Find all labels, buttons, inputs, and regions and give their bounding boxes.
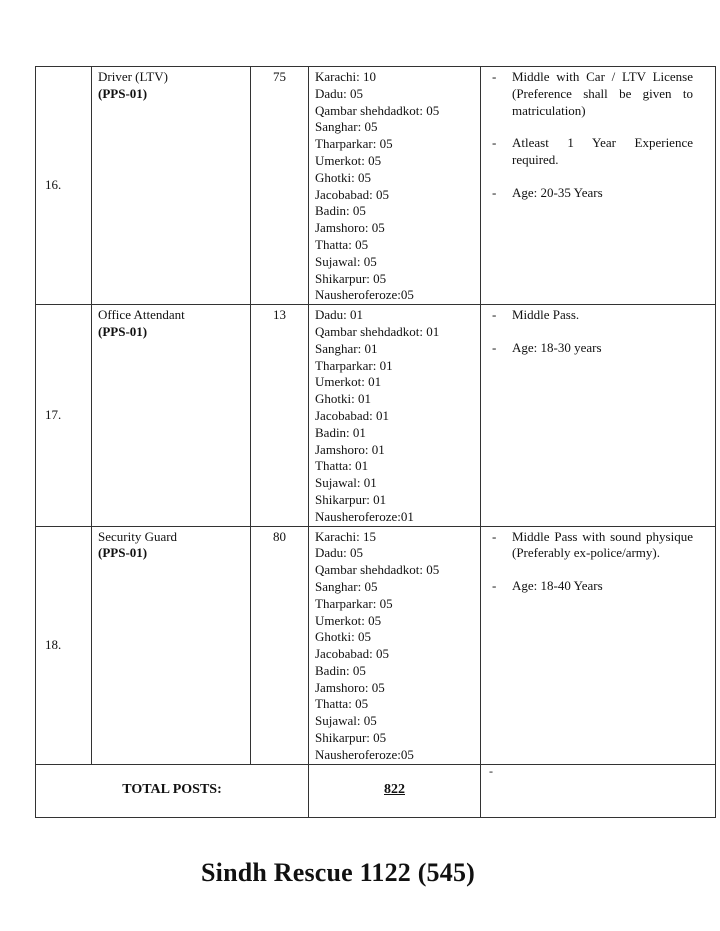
district-quota: Thatta: 01 — [315, 458, 369, 474]
district-quota: Jamshoro: 01 — [315, 441, 385, 457]
qualification-item — [489, 135, 693, 169]
district-quota: Thatta: 05 — [315, 696, 369, 712]
district-quota: Nausheroferoze:01 — [315, 508, 414, 524]
district-quota: Shikarpur: 05 — [315, 730, 387, 746]
bullet-dash: - — [492, 578, 497, 594]
qualification-text: Age: 20-35 Years — [512, 184, 603, 200]
qualification-item — [489, 307, 693, 324]
district-quota: Sanghar: 01 — [315, 340, 378, 356]
district-quota: Badin: 05 — [315, 662, 366, 678]
district-quota: Jacobabad: 05 — [315, 646, 390, 662]
district-quota: Tharparkar: 01 — [315, 357, 393, 373]
section-heading: Sindh Rescue 1122 (545) — [200, 858, 476, 887]
post-name: Office Attendant — [98, 307, 185, 323]
district-quota: Nausheroferoze:05 — [315, 287, 414, 303]
post-cell — [92, 526, 251, 764]
district-quota: Qambar shehdadkot: 05 — [315, 102, 440, 118]
district-quota-list — [309, 67, 481, 305]
qualification-item — [489, 340, 693, 357]
district-quota: Umerkot: 01 — [315, 374, 382, 390]
district-quota: Tharparkar: 05 — [315, 136, 393, 152]
district-quota: Karachi: 15 — [315, 528, 377, 544]
bullet-dash: - — [492, 528, 497, 544]
district-quota: Jacobabad: 05 — [315, 186, 390, 202]
district-quota: Sanghar: 05 — [315, 578, 378, 594]
qualification-item — [489, 529, 693, 563]
table-row — [36, 67, 716, 305]
qualification-text: Atleast 1 Year Experience required. — [512, 135, 693, 168]
district-quota: Ghotki: 05 — [315, 169, 371, 185]
qualification-text: Age: 18-30 years — [512, 339, 602, 355]
qualification-list — [481, 526, 716, 764]
district-quota: Ghotki: 01 — [315, 391, 371, 407]
district-quota: Umerkot: 05 — [315, 612, 382, 628]
total-row — [36, 764, 716, 817]
district-quota: Dadu: 05 — [315, 85, 364, 101]
district-quota: Dadu: 01 — [315, 307, 364, 323]
post-count: 80 — [251, 526, 309, 764]
qualification-text: Age: 18-40 Years — [512, 578, 603, 594]
post-count: 13 — [251, 305, 309, 526]
bullet-dash: - — [492, 135, 497, 151]
total-posts-value-cell — [309, 764, 481, 817]
qualification-item — [489, 69, 693, 119]
district-quota: Umerkot: 05 — [315, 152, 382, 168]
serial-number: 16. — [36, 67, 92, 305]
district-quota: Badin: 05 — [315, 203, 366, 219]
total-note: - — [481, 764, 716, 817]
district-quota: Dadu: 05 — [315, 545, 364, 561]
table-row — [36, 305, 716, 526]
district-quota-list — [309, 305, 481, 526]
post-cell — [92, 67, 251, 305]
qualification-item — [489, 185, 693, 202]
qualification-text: Middle with Car / LTV License (Preference shall be given to matriculation) — [512, 69, 693, 118]
qualification-text: Middle Pass. — [512, 307, 580, 323]
table-row — [36, 526, 716, 764]
district-quota: Ghotki: 05 — [315, 629, 371, 645]
bullet-dash: - — [492, 307, 497, 323]
district-quota: Jacobabad: 01 — [315, 407, 390, 423]
total-posts-label: TOTAL POSTS: — [36, 764, 309, 817]
post-count: 75 — [251, 67, 309, 305]
qualification-item — [489, 578, 693, 595]
district-quota: Shikarpur: 05 — [315, 270, 387, 286]
bullet-dash: - — [492, 184, 497, 200]
post-cell — [92, 305, 251, 526]
district-quota: Qambar shehdadkot: 01 — [315, 323, 440, 339]
qualification-text: Middle Pass with sound physique (Preferably ex-police/army). — [512, 528, 693, 561]
district-quota: Sujawal: 01 — [315, 475, 377, 491]
district-quota: Sujawal: 05 — [315, 253, 377, 269]
table-body — [36, 67, 716, 765]
district-quota: Karachi: 10 — [315, 69, 377, 84]
district-quota: Thatta: 05 — [315, 236, 369, 252]
bullet-dash: - — [492, 339, 497, 355]
district-quota-list — [309, 526, 481, 764]
total-posts-value: 822 — [384, 782, 405, 798]
qualification-list — [481, 67, 716, 305]
district-quota: Jamshoro: 05 — [315, 220, 385, 236]
post-name: Security Guard — [98, 528, 178, 544]
district-quota: Tharparkar: 05 — [315, 595, 393, 611]
serial-number: 17. — [36, 305, 92, 526]
district-quota: Shikarpur: 01 — [315, 491, 387, 507]
post-grade: (PPS-01) — [98, 323, 148, 339]
post-name: Driver (LTV) — [98, 69, 168, 84]
qualification-list — [481, 305, 716, 526]
post-grade: (PPS-01) — [98, 85, 148, 101]
district-quota: Badin: 01 — [315, 424, 366, 440]
district-quota: Sanghar: 05 — [315, 119, 378, 135]
district-quota: Qambar shehdadkot: 05 — [315, 562, 440, 578]
district-quota: Nausheroferoze:05 — [315, 746, 414, 762]
job-vacancy-table — [35, 66, 716, 818]
district-quota: Sujawal: 05 — [315, 713, 377, 729]
district-quota: Jamshoro: 05 — [315, 679, 385, 695]
bullet-dash: - — [492, 69, 497, 84]
serial-number: 18. — [36, 526, 92, 764]
post-grade: (PPS-01) — [98, 545, 148, 561]
